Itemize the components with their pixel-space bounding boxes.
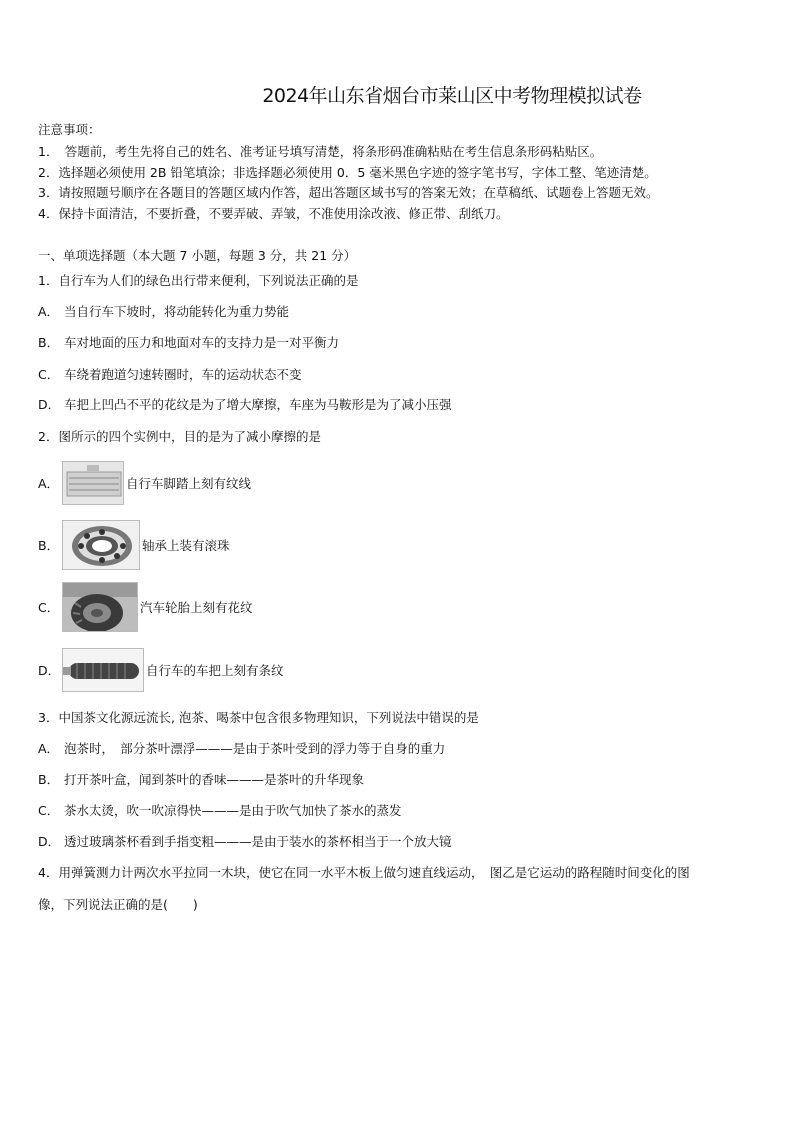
option-label: C． [38, 803, 60, 818]
option-text: 茶水太烫，吹一吹凉得快———是由于吹气加快了茶水的蒸发 [64, 803, 402, 818]
q1-option-a [38, 304, 289, 320]
option-label: D． [38, 663, 61, 678]
option-label: A． [38, 741, 60, 756]
option-label: B． [38, 772, 60, 787]
option-label: C． [38, 600, 60, 615]
option-text: 当自行车下坡时，将动能转化为重力势能 [64, 304, 290, 319]
handlebar-image [62, 648, 144, 692]
q1-option-c [38, 367, 302, 383]
q3-option-b [38, 772, 364, 788]
question-3-stem: 3．中国茶文化源远流长, 泡茶、喝茶中包含很多物理知识，下列说法中错误的是 [38, 710, 479, 725]
option-text: 自行车脚踏上刻有纹线 [126, 476, 252, 491]
notice-item: 2．选择题必须使用 2B 铅笔填涂；非选择题必须使用 0．5 毫米黑色字迹的签字笔书写，字体工整、笔迹清楚。 [38, 165, 657, 180]
option-label: B． [38, 538, 60, 553]
q2-option-a [38, 460, 251, 506]
option-label: C． [38, 367, 60, 382]
notice-item: 1． 答题前，考生先将自己的姓名、准考证号填写清楚，将条形码准确粘贴在考生信息条形码粘贴区。 [38, 144, 603, 159]
q2-option-d [38, 647, 284, 693]
option-text: 轴承上装有滚珠 [142, 538, 230, 553]
option-text: 汽车轮胎上刻有花纹 [140, 600, 253, 615]
q2-option-b [38, 520, 230, 570]
option-text: 透过玻璃茶杯看到手指变粗———是由于装水的茶杯相当于一个放大镜 [64, 834, 452, 849]
question-4-stem-line2: 像，下列说法正确的是( ) [38, 897, 198, 912]
pedal-image [62, 461, 124, 505]
q3-option-d [38, 834, 452, 850]
option-label: B． [38, 335, 60, 350]
q1-option-b [38, 335, 339, 351]
notice-item: 4．保持卡面清洁，不要折叠，不要弄破、弄皱，不准使用涂改液、修正带、刮纸刀。 [38, 206, 509, 221]
option-text: 车把上凹凸不平的花纹是为了增大摩擦，车座为马鞍形是为了减小压强 [64, 397, 452, 412]
option-label: D． [38, 397, 61, 412]
page-title: 2024年山东省烟台市莱山区中考物理模拟试卷 [262, 85, 642, 107]
notice-item: 3．请按照题号顺序在各题目的答题区域内作答，超出答题区域书写的答案无效；在草稿纸、试题卷上答题无效。 [38, 185, 659, 200]
option-text: 泡茶时， 部分茶叶漂浮———是由于茶叶受到的浮力等于自身的重力 [64, 741, 446, 756]
tire-image [62, 582, 138, 632]
section-heading: 一、单项选择题（本大题 7 小题，每题 3 分，共 21 分） [38, 248, 357, 263]
q1-option-d [38, 397, 452, 413]
option-label: D． [38, 834, 61, 849]
question-1-stem: 1．自行车为人们的绿色出行带来便利，下列说法正确的是 [38, 273, 359, 288]
notice-heading: 注意事项： [38, 122, 101, 137]
option-label: A． [38, 304, 60, 319]
option-text: 车绕着跑道匀速转圈时，车的运动状态不变 [64, 367, 302, 382]
question-2-stem: 2．图所示的四个实例中，目的是为了减小摩擦的是 [38, 429, 321, 444]
option-label: A． [38, 476, 60, 491]
question-4-stem-line1: 4．用弹簧测力计两次水平拉同一木块，使它在同一水平木板上做匀速直线运动， 图乙是它运动的路程随时间变化的图 [38, 865, 690, 880]
bearing-image [62, 520, 140, 570]
q3-option-c [38, 803, 402, 819]
q3-option-a [38, 741, 445, 757]
option-text: 打开茶叶盒，闻到茶叶的香味———是茶叶的升华现象 [64, 772, 365, 787]
option-text: 车对地面的压力和地面对车的支持力是一对平衡力 [64, 335, 340, 350]
option-text: 自行车的车把上刻有条纹 [146, 663, 284, 678]
q2-option-c [38, 582, 253, 632]
